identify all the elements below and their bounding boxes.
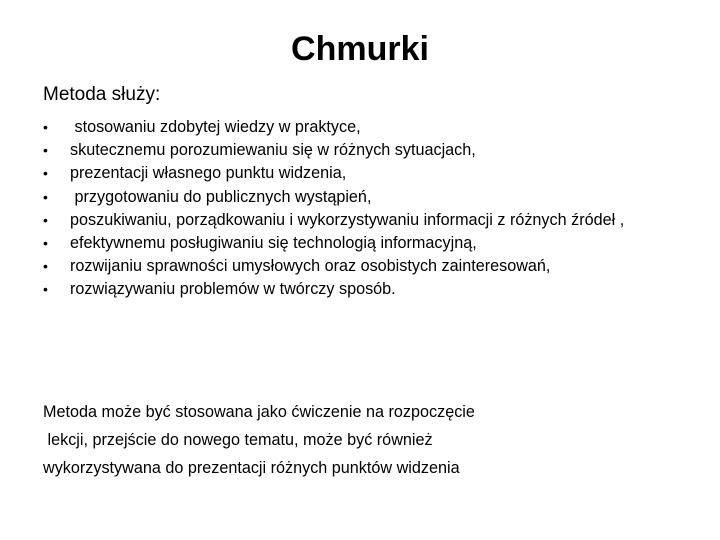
slide-title-container <box>0 30 720 69</box>
paragraph-lead: Metoda <box>43 403 97 421</box>
bullet-text: prezentacji własnego punktu widzenia, <box>70 164 347 183</box>
bullet-icon: • <box>43 142 48 159</box>
bullet-text: stosowaniu zdobytej wiedzy w praktyce, <box>70 118 361 136</box>
bullet-icon: • <box>43 281 48 298</box>
bullet-text: skutecznemu porozumiewaniu się w różnych sytuacjach, <box>70 141 476 160</box>
list-item <box>43 139 683 162</box>
list-item <box>43 255 683 278</box>
paragraph-line-1-text: może być stosowana jako ćwiczenie na rozpoczęcie <box>97 403 475 421</box>
list-item <box>43 162 683 185</box>
bullet-icon: • <box>43 235 48 252</box>
subheading-text: Metoda służy <box>43 84 155 105</box>
bullet-list <box>43 116 683 302</box>
paragraph-line-1 <box>43 398 683 426</box>
list-item <box>43 278 683 301</box>
list-item <box>43 209 683 232</box>
bullet-icon: • <box>43 258 48 275</box>
bullet-icon: • <box>43 211 48 228</box>
list-item <box>43 186 683 209</box>
bullet-text: poszukiwaniu, porządkowaniu i wykorzystywaniu informacji z różnych źródeł , <box>70 210 625 229</box>
subheading-colon: : <box>154 84 161 105</box>
bullet-text: rozwiązywaniu problemów w twórczy sposób. <box>70 280 396 299</box>
slide-title: Chmurki <box>291 30 429 68</box>
list-item <box>43 232 683 255</box>
bullet-text: rozwijaniu sprawności umysłowych oraz osobistych zainteresowań, <box>70 257 551 276</box>
paragraph-line-2: lekcji, przejście do nowego tematu, może być również <box>43 431 433 449</box>
paragraph-line-3: wykorzystywana do prezentacji różnych punktów widzenia <box>43 459 460 477</box>
bullet-text: przygotowaniu do publicznych wystąpień, <box>70 187 372 206</box>
bullet-icon: • <box>43 165 48 182</box>
subheading <box>43 84 160 106</box>
bullet-icon: • <box>43 188 48 205</box>
description-paragraph <box>43 398 683 482</box>
bullet-text: efektywnemu posługiwaniu się technologią informacyjną, <box>70 234 477 253</box>
list-item <box>43 116 683 139</box>
bullet-icon: • <box>43 119 48 135</box>
